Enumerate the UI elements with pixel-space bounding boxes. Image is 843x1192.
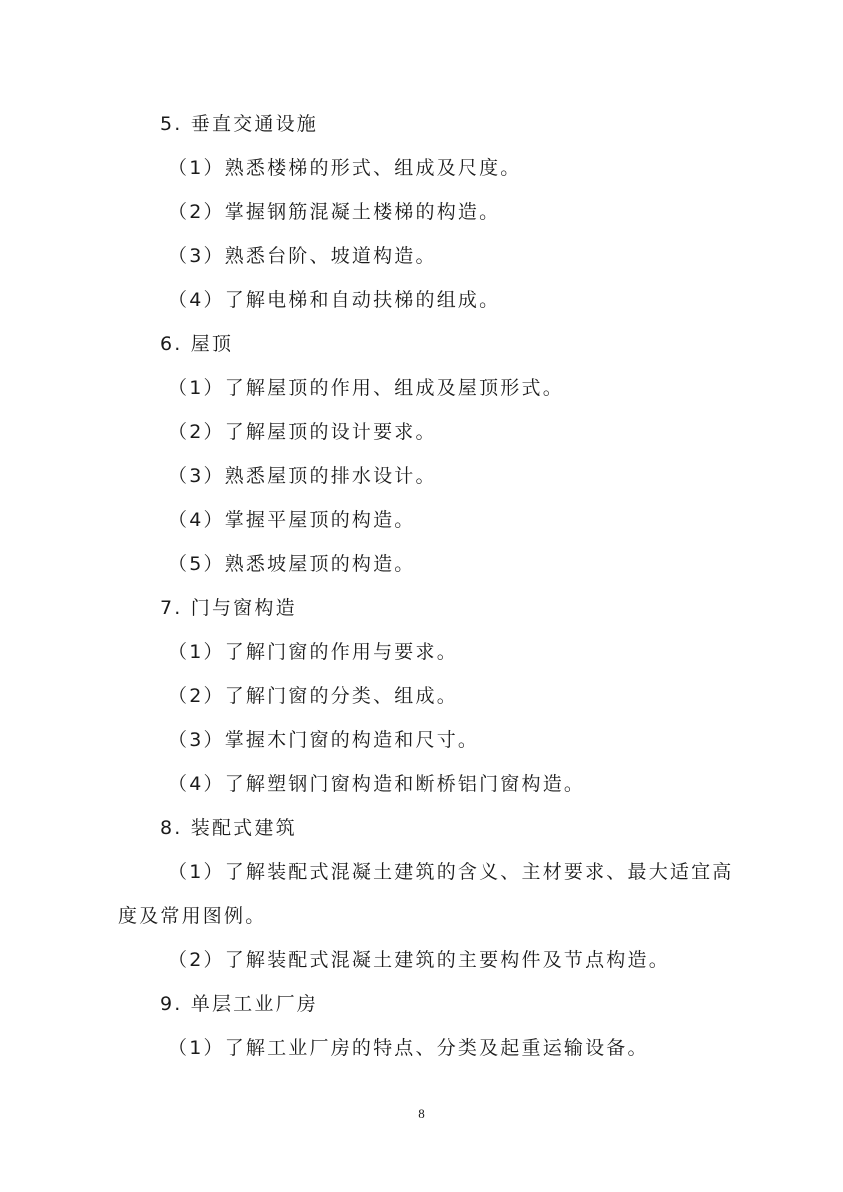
list-item: （5）熟悉坡屋顶的构造。 [168, 553, 416, 575]
list-item: （3）熟悉台阶、坡道构造。 [168, 245, 437, 267]
list-item: （4）了解电梯和自动扶梯的组成。 [168, 289, 501, 311]
list-item: （1）了解装配式混凝土建筑的含义、主材要求、最大适宜高 [168, 861, 734, 883]
list-item: （2）了解装配式混凝土建筑的主要构件及节点构造。 [168, 949, 670, 971]
list-item-continuation: 度及常用图例。 [118, 905, 267, 927]
list-item: （1）了解屋顶的作用、组成及屋顶形式。 [168, 377, 564, 399]
section-heading-6: 6. 屋顶 [160, 333, 234, 355]
section-heading-8: 8. 装配式建筑 [160, 817, 297, 839]
section-heading-7: 7. 门与窗构造 [160, 597, 297, 619]
section-heading-5: 5. 垂直交通设施 [160, 113, 318, 135]
list-item: （4）了解塑钢门窗构造和断桥铝门窗构造。 [168, 773, 586, 795]
list-item: （2）掌握钢筋混凝土楼梯的构造。 [168, 201, 501, 223]
list-item: （1）了解工业厂房的特点、分类及起重运输设备。 [168, 1037, 649, 1059]
list-item: （2）了解门窗的分类、组成。 [168, 685, 458, 707]
list-item: （1）熟悉楼梯的形式、组成及尺度。 [168, 157, 522, 179]
list-item: （4）掌握平屋顶的构造。 [168, 509, 416, 531]
list-item: （3）熟悉屋顶的排水设计。 [168, 465, 437, 487]
section-heading-9: 9. 单层工业厂房 [160, 993, 318, 1015]
list-item: （1）了解门窗的作用与要求。 [168, 641, 458, 663]
page-number: 8 [418, 1106, 425, 1121]
list-item: （3）掌握木门窗的构造和尺寸。 [168, 729, 480, 751]
list-item: （2）了解屋顶的设计要求。 [168, 421, 437, 443]
